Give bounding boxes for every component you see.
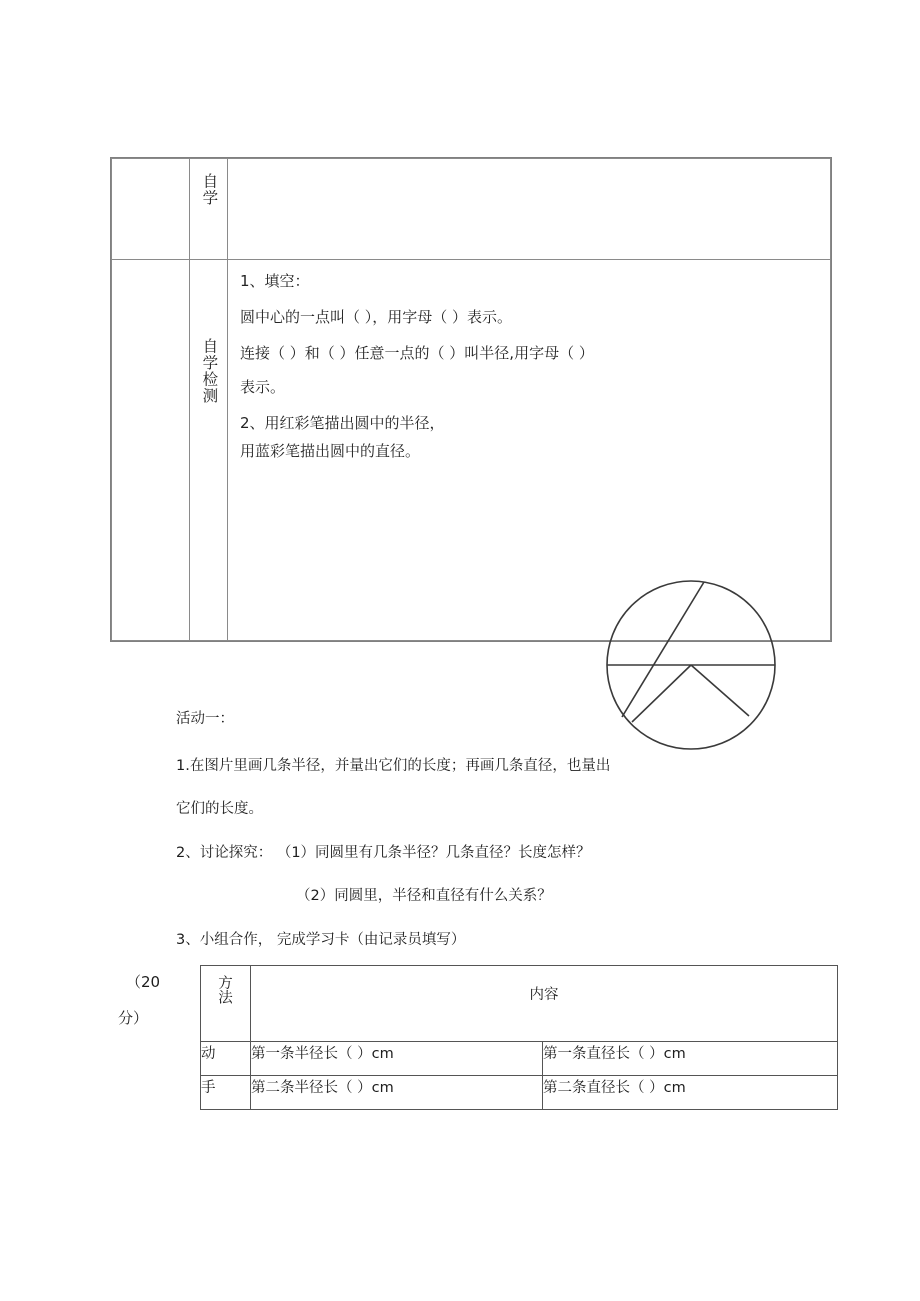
- row-label-hand: 手: [201, 1080, 216, 1096]
- score-label-line-2: 分）: [118, 1009, 149, 1027]
- blank-left-cell-2: [112, 260, 190, 641]
- radius-1-text: 第一条半径长（ ）cm: [251, 1046, 394, 1062]
- table-row: [112, 260, 831, 641]
- quiz-line-2: 圆中心的一点叫（ ），用字母（ ）表示。: [240, 308, 513, 326]
- table-row: [201, 966, 838, 1042]
- self-study-table: [110, 157, 832, 642]
- diameter-2-cell: [543, 1076, 838, 1110]
- quiz-line-3: 连接（ ）和（ ）任意一点的（ ）叫半径,用字母（ ）: [240, 344, 594, 362]
- self-study-label-cell: [190, 159, 228, 260]
- quiz-line-4: 表示。: [240, 378, 286, 396]
- activity-item-2-sub: （2）同圆里，半径和直径有什么关系？: [296, 888, 552, 904]
- activity-item-1-line-1: 1.在图片里画几条半径，并量出它们的长度；再画几条直径，也量出: [176, 757, 611, 774]
- diameter-2-text: 第二条直径长（ ）cm: [543, 1080, 686, 1096]
- learning-card-table: [200, 965, 838, 1110]
- row-label-hand-cell: [201, 1076, 251, 1110]
- activity-heading: 活动一：: [176, 711, 234, 727]
- table-row: [201, 1076, 838, 1110]
- quiz-line-6: 用蓝彩笔描出圆中的直径。: [240, 442, 421, 460]
- activity-item-2: 2、讨论探究： （1）同圆里有几条半径？几条直径？长度怎样？: [176, 844, 591, 861]
- quiz-body: [228, 260, 830, 640]
- blank-left-cell: [112, 159, 190, 260]
- activity-item-3: 3、小组合作， 完成学习卡（由记录员填写）: [176, 931, 466, 948]
- radius-1-cell: [251, 1042, 543, 1076]
- self-check-content-cell: [228, 260, 831, 641]
- method-header-label: 方法: [216, 975, 232, 1004]
- content-header-cell: [251, 966, 838, 1042]
- radius-2-text: 第二条半径长（ ）cm: [251, 1080, 394, 1096]
- self-study-label: 自学: [200, 173, 219, 206]
- row-label-move: 动: [201, 1046, 216, 1062]
- quiz-line-5: 2、用红彩笔描出圆中的半径，: [240, 414, 445, 432]
- activity-item-1-line-2: 它们的长度。: [176, 801, 263, 817]
- quiz-line-1: 1、填空：: [240, 272, 310, 290]
- diameter-1-text: 第一条直径长（ ）cm: [543, 1046, 686, 1062]
- self-check-label: 自学检测: [200, 338, 219, 404]
- radius-2-cell: [251, 1076, 543, 1110]
- score-label: [118, 973, 196, 1027]
- radius-line-right: [691, 665, 749, 716]
- table-row: [112, 159, 831, 260]
- activity-section: [176, 712, 876, 976]
- method-header-cell: [201, 966, 251, 1042]
- content-header-label: 内容: [529, 987, 559, 1003]
- self-check-label-cell: [190, 260, 228, 641]
- self-study-content-cell: [228, 159, 831, 260]
- table-row: [201, 1042, 838, 1076]
- score-label-line-1: （20: [126, 973, 161, 991]
- diameter-1-cell: [543, 1042, 838, 1076]
- row-label-move-cell: [201, 1042, 251, 1076]
